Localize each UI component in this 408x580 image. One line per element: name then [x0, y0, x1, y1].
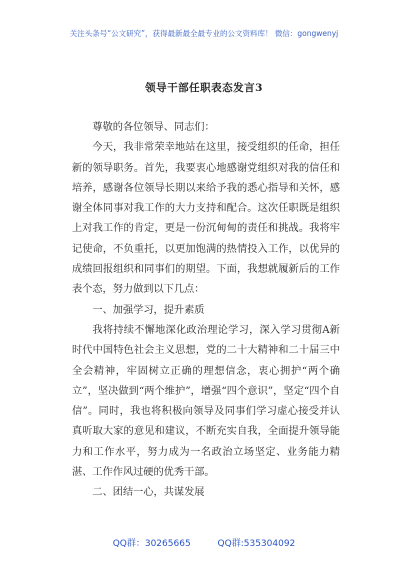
intro-paragraph: 今天，我非常荣幸地站在这里，接受组织的任命，担任新的领导职务。首先，我要衷心地感谢党组织对我的信任和培养，感谢各位领导长期以来给予我的悉心指导和关怀，感谢全体同事对我工作的大力支持和配合。这次任职既是组织上对我工作的肯定，更是一份沉甸甸的责任和挑战。我将牢记使命，不负重托，以更加饱满的热情投入工作，以优异的成绩回报组织和同事们的期望。下面，我想就履新后的工作表个态，努力做到以下几点：: [72, 142, 340, 296]
qq-group-1: QQ群：30265665: [112, 539, 191, 549]
header-promo-note: 关注头条号“公文研究”，获得最新最全最专业的公文资料库！ 微信：gongwenyj: [69, 29, 339, 38]
salutation-paragraph: 尊敬的各位领导、同志们：: [92, 122, 215, 133]
section-1-paragraph: 我将持续不懈地深化政治理论学习，深入学习贯彻A新时代中国特色社会主义思想，党的二十大精神和二十届三中全会精神，牢固树立正确的理想信念，衷心拥护“两个确立”，坚决做到“两个维护”，增强“四个意识”，坚定“四个自信”。同时，我也将积极向领导及同事们学习虚心接受并认真听取大家的意见和建议，不断充实自我，全面提升领导能力和工作水平，努力成为一名政治立场坚定、业务能力精湛、工作作风过硬的优秀干部。: [72, 324, 340, 479]
section-heading-2: 二、团结一心，共谋发展: [92, 487, 205, 499]
section-heading-1: 一、加强学习，提升素质: [92, 304, 205, 316]
footer-qq-groups: [0, 536, 408, 549]
document-title: 领导干部任职表态发言3: [145, 82, 263, 94]
document-body: [72, 118, 340, 504]
qq-group-2: QQ群:535304092: [217, 539, 296, 549]
